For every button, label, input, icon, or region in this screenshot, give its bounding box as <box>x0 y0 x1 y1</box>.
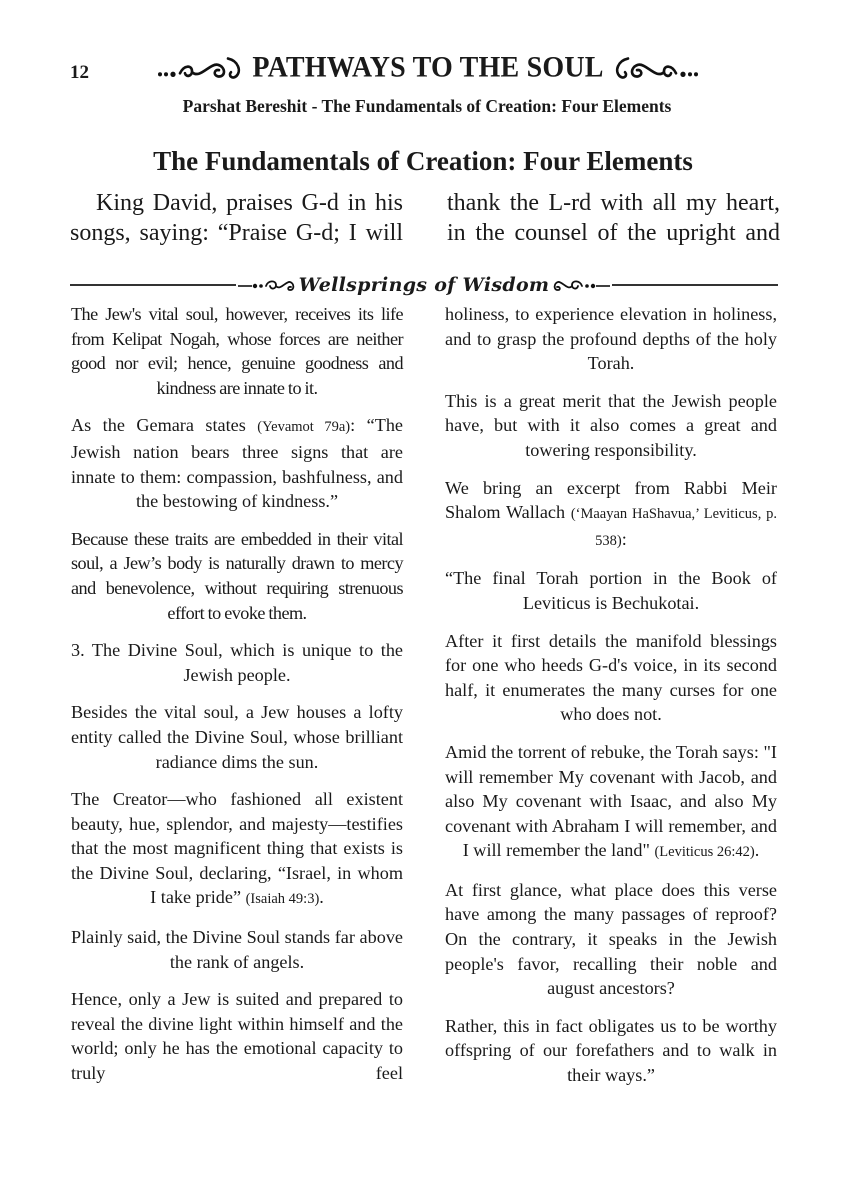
flourish-divider-left-icon <box>238 277 296 293</box>
paragraph: Rather, this in fact obligates us to be worthy offspring of our forefathers and to walk in their ways.” <box>445 1015 777 1086</box>
chapter-title: The Fundamentals of Creation: Four Elements <box>153 146 693 176</box>
intro-left-column: King David, praises G-d in his songs, saying: “Praise G-d; I will <box>70 190 403 246</box>
divider-rule-right <box>612 284 778 285</box>
paragraph: Hence, only a Jew is suited and prepared to reveal the divine light within himself and the world; only he has the emotional capacity to truly feel <box>71 989 403 1084</box>
paragraph-text: The Creator—who fashioned all existent beauty, hue, splendor, and majesty—testifies that the most magnificent thing that exists is the Divine Soul, declaring, “Israel, in whom I take pride” <box>71 789 403 908</box>
book-title: PATHWAYS TO THE SOUL <box>252 51 604 84</box>
paragraph <box>445 740 777 865</box>
paragraph: Besides the vital soul, a Jew houses a lofty entity called the Divine Soul, whose brilliant radiance dims the sun. <box>71 702 403 772</box>
paragraph-text: Amid the torrent of rebuke, the Torah says: "I will remember My covenant with Jacob, and also My covenant with Isaac, and also My covenant with Abraham I will remember, and I will remember the land" <box>445 741 777 861</box>
divider-label: Wellsprings of Wisdom <box>298 274 550 296</box>
paragraph-text: As the Gemara states <box>71 415 258 436</box>
citation: (Isaiah 49:3) <box>245 891 320 908</box>
paragraph-text: : “The Jewish nation bears three signs that are innate to them: compassion, bashfulness, and the bestowing of kindness.” <box>71 415 403 512</box>
paragraph: The Jew's vital soul, however, receives its life from Kelipat Nogah, whose forces are neither good nor evil; hence, genuine goodness and kindness are innate to it. <box>71 304 403 398</box>
flourish-right-icon <box>608 54 700 81</box>
paragraph: holiness, to experience elevation in holiness, and to grasp the profound depths of the holy Torah. <box>445 304 777 374</box>
paragraph: Plainly said, the Divine Soul stands far above the rank of angels. <box>71 927 403 972</box>
paragraph: This is a great merit that the Jewish people have, but with it also comes a great and towering responsibility. <box>445 390 777 460</box>
paragraph-text: . <box>754 840 760 861</box>
citation: (Yevamot 79a) <box>257 419 351 436</box>
paragraph: 3. The Divine Soul, which is unique to the Jewish people. <box>71 640 403 685</box>
paragraph: Because these traits are embedded in their vital soul, a Jew’s body is naturally drawn to mercy and benevolence, without requiring strenuous effort to evoke them. <box>71 528 403 623</box>
page-number: 12 <box>70 62 89 83</box>
paragraph-text: We bring an excerpt from Rabbi Meir Shalom Wallach <box>445 477 777 523</box>
paragraph <box>71 413 403 513</box>
paragraph-text: . <box>319 887 324 908</box>
flourish-left-icon <box>156 54 248 81</box>
section-divider <box>70 271 778 299</box>
section-subtitle <box>0 96 846 117</box>
paragraph: “The final Torah portion in the Book of Leviticus is Bechukotai. <box>445 568 777 613</box>
divider-rule-left <box>70 284 236 285</box>
paragraph <box>71 787 403 912</box>
chapter-intro <box>70 188 780 248</box>
paragraph <box>445 476 777 554</box>
right-text-column <box>445 302 777 1101</box>
intro-right-column: thank the L-rd with all my heart, in the counsel of the upright and <box>447 190 780 246</box>
left-text-column <box>71 302 403 1086</box>
flourish-divider-right-icon <box>552 277 610 293</box>
citation: (‘Maayan HaShavua,’ Leviticus, p. 538) <box>570 506 777 549</box>
section-subtitle-text: Parshat Bereshit - The Fundamentals of Creation: Four Elements <box>182 96 672 116</box>
citation: (Leviticus 26:42) <box>654 844 755 861</box>
running-header <box>128 51 728 85</box>
paragraph: At first glance, what place does this verse have among the many passages of reproof? On the contrary, it speaks in the Jewish people's favor, recalling their noble and august ancestors? <box>445 879 777 999</box>
paragraph-text: : <box>621 528 627 549</box>
paragraph: After it first details the manifold blessings for one who heeds G-d's voice, in its second half, it enumerates the many curses for one who does not. <box>445 630 777 725</box>
